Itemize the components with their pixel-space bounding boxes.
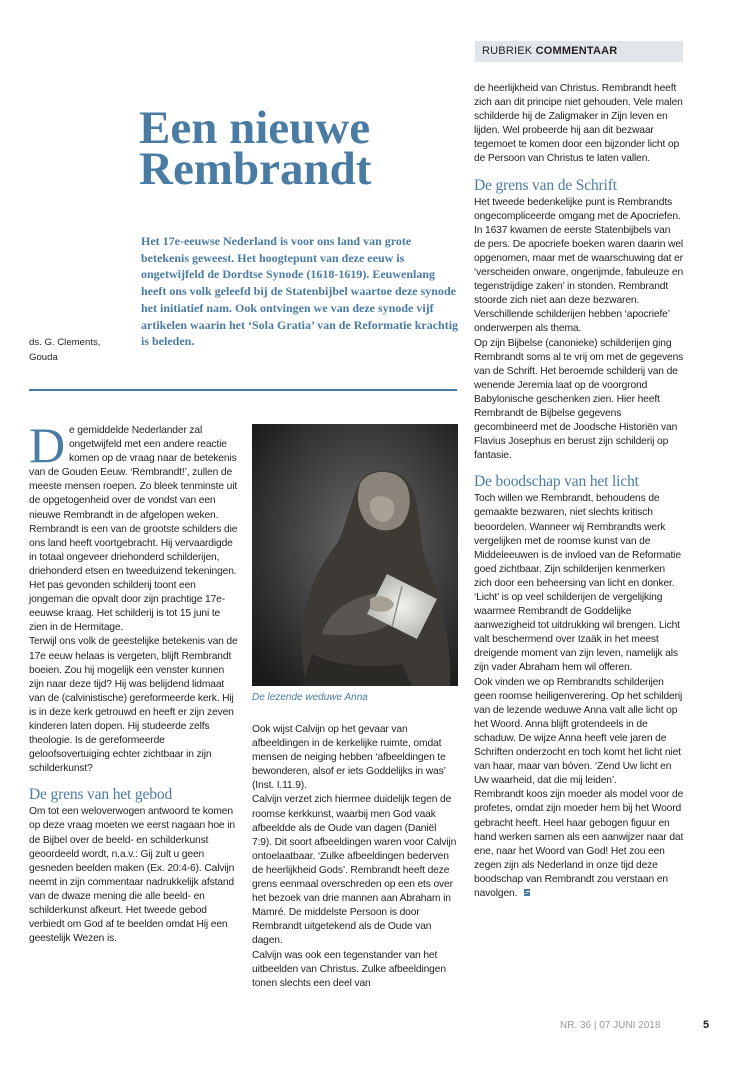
paragraph — [29, 417, 238, 523]
subheading: De grens van het gebod — [29, 786, 173, 804]
drop-cap: D — [29, 417, 65, 473]
author-place: Gouda — [29, 352, 58, 363]
page-number: 5 — [703, 1019, 710, 1031]
rubriek-label — [475, 41, 683, 62]
paragraph: Calvijn was ook een tegenstander van het uitbeelden van Christus. Zulke afbeeldingen tonen slechts een deel van — [252, 949, 446, 989]
paragraph: Het tweede bedenkelijke punt is Rembrandts ongecompliceerde omgang met de Apocriefen. In 1637 kwamen de eerste Statenbijbels van de pers. De apocriefe boeken waren daarin wel opgenomen, maar met de waarschuwing dat er ‘verscheiden onware, ongerijmde, fabuleuze en tegenstrijdige zaken’ in stonden. Rembrandt stoorde zich niet aan deze bezwaren. Verschillende schilderijen hebben ‘apocriefe’ onderwerpen als thema. — [474, 196, 684, 335]
paragraph — [474, 788, 684, 901]
paragraph: Ook vinden we op Rembrandts schilderijen geen roomse heiligenverering. Op het schilderij van de lezende weduwe Anna valt alle licht op het Woord. Anna blijft grotendeels in de schaduw. De wijze Anna heeft vele jaren de Schriften onderzocht en toch komt het licht niet van haar, maar van bóven. ‘Zend Uw licht en Uw waarheid, dat die mij leiden’. — [474, 676, 683, 787]
subheading: De boodschap van het licht — [474, 473, 639, 491]
paragraph: Calvijn verzet zich hiermee duidelijk tegen de roomse kerkkunst, waarbij men God vaak afbeeldde als de Oude van dagen (Daniël 7:9). Dit soort afbeeldingen waren voor Calvijn ontoelaatbaar. ‘Zulke afbeeldingen bederven de heerlijkheid Gods’. Rembrandt heeft deze grens eenmaal overschreden op een ets over het bezoek van drie mannen aan Abraham in Mamré. De middelste Persoon is door Rembrandt uitgetekend als de Oude van dagen. — [252, 794, 457, 947]
paragraph: Terwijl ons volk de geestelijke betekenis van de 17e eeuw helaas is vergeten, blijft Rembrandt boeien. Zou hij mogelijk een venster kunnen zijn naar deze tijd? Hij was belijdend lidmaat van de (calvinistische) gereformeerde kerk. Hij is in deze kerk getrouwd en heeft er zijn zeven kinderen laten dopen. Hij studeerde zelfs theologie. Is de gereformeerde geloofsovertuiging echter zichtbaar in zijn schilderkunst? — [29, 636, 238, 775]
paragraph: Om tot een weloverwogen antwoord te komen op deze vraag moeten we eerst nagaan hoe in de Bijbel over de beeld- en schilderkunst geoordeeld wordt, n.a.v.: Gij zult u geen gesneden beelden maken (Ex. 20:4-6). Calvijn neemt in zijn commentaar nadrukkelijk afstand van de dwaze mening die alle beeld- en schilderkunst afkeurt. Het tweede gebod verbiedt om God af te beelden omdat Hij een geestelijk Wezen is. — [29, 806, 235, 945]
column-2 — [252, 723, 458, 991]
photo-caption: De lezende weduwe Anna — [252, 692, 368, 703]
divider-rule — [29, 389, 457, 391]
paragraph: Toch willen we Rembrandt, behoudens de gemaakte bezwaren, niet slechts kritisch beoordelen. Wanneer wij Rembrandts werk vergelijken met de roomse kunst van de Middeleeuwen is de invloed van de Reformatie goed zichtbaar. Zijn schilderijen kenmerken zich door een beheersing van licht en donker. ‘Licht’ is op veel schilderijen de vergelijking waarmee Rembrandt de Goddelijke aanwezigheid tot uitdrukking wil brengen. Licht valt beschermend over Izaäk in het meest dreigende moment van zijn leven, namelijk als zijn vader Abraham hem wil offeren. — [474, 493, 681, 674]
author-byline — [29, 335, 129, 365]
column-3 — [474, 82, 684, 901]
paragraph-text: Rembrandt koos zijn moeder als model voor de profetes, omdat zijn moeder hem bij het Woord gebracht heeft. Heel haar gebogen figuur en hand werken samen als een aanwijzer naar dat ene, naar het Woord van God! Het zou een zegen zijn als Nederland in onze tijd deze boodschap van Rembrandt zou verstaan en navolgen. — [474, 789, 684, 899]
title-line-2: Rembrandt — [139, 143, 372, 195]
title-line-1: Een nieuwe — [139, 102, 371, 154]
article-title — [139, 102, 459, 195]
paragraph: de heerlijkheid van Christus. Rembrandt heeft zich aan dit principe niet gehouden. Vele malen schilderde hij de Zaligmaker in Zijn leven en lijden. Wel probeerde hij aan dit bezwaar tegemoet te komen door een bijzonder licht op de Persoon van Christus te laten vallen. — [474, 83, 683, 165]
page-footer — [560, 1020, 720, 1031]
issue-info: NR. 36 | 07 JUNI 2018 — [560, 1020, 661, 1031]
rubriek-name: COMMENTAAR — [535, 45, 618, 57]
column-1 — [29, 417, 238, 946]
author-name: ds. G. Clements, — [29, 337, 101, 348]
painting-photo — [252, 424, 458, 686]
paragraph: Rembrandt is een van de grootste schilders die ons land heeft voortgebracht. Hij vervaardigde in totaal ongeveer driehonderd schilderijen, driehonderd etsen en tweeduizend tekeningen. Het pas gevonden schilderij toont een jongeman die opvalt door zijn prachtige 17e-eeuwse kraag. Het schilderij is tot 15 juni te zien in de Hermitage. — [29, 523, 238, 634]
rubriek-prefix: RUBRIEK — [482, 45, 533, 57]
end-mark-icon — [523, 888, 531, 897]
paragraph: Op zijn Bijbelse (canonieke) schilderijen ging Rembrandt soms al te vrij om met de gegevens van de Schrift. Het beroemde schilderij van de wenende Jeremia laat op de voorgrond Babylonische geschenken zien. Hier heeft Rembrandt de Bijbelse gegevens gecombineerd met de Joodsche Historiën van Flavius Josephus en berust zijn schilderij op fantasie. — [474, 337, 684, 462]
article-lead: Het 17e-eeuwse Nederland is voor ons land van grote betekenis geweest. Het hoogtepunt van deze eeuw is ongetwijfeld de Dordtse Synode (1618-1619). Eeuwenlang heeft ons volk geleefd bij de Statenbijbel waartoe deze synode het initiatief nam. Ook ontvingen we van deze synode vijf artikelen waarin het ‘Sola Gratia’ van de Reformatie krachtig is beleden. — [141, 234, 459, 349]
subheading: De grens van de Schrift — [474, 176, 617, 194]
painting-illustration — [252, 424, 458, 686]
paragraph: Ook wijst Calvijn op het gevaar van afbeeldingen in de kerkelijke ruimte, omdat mensen de neiging hebben ‘afbeeldingen te bewonderen, alsof er iets Goddelijks in was’ (Inst. I.11.9). — [252, 724, 446, 792]
paragraph-text: e gemiddelde Nederlander zal ongetwijfeld met een andere reactie komen op de vraag naar de betekenis van de Gouden Eeuw. ‘Rembrandt!’, zullen de meeste mensen roepen. Zo bleek tenminste uit de opgetogenheid over de vondst van een nieuwe Rembrandt in de afgelopen weken. — [29, 425, 238, 521]
